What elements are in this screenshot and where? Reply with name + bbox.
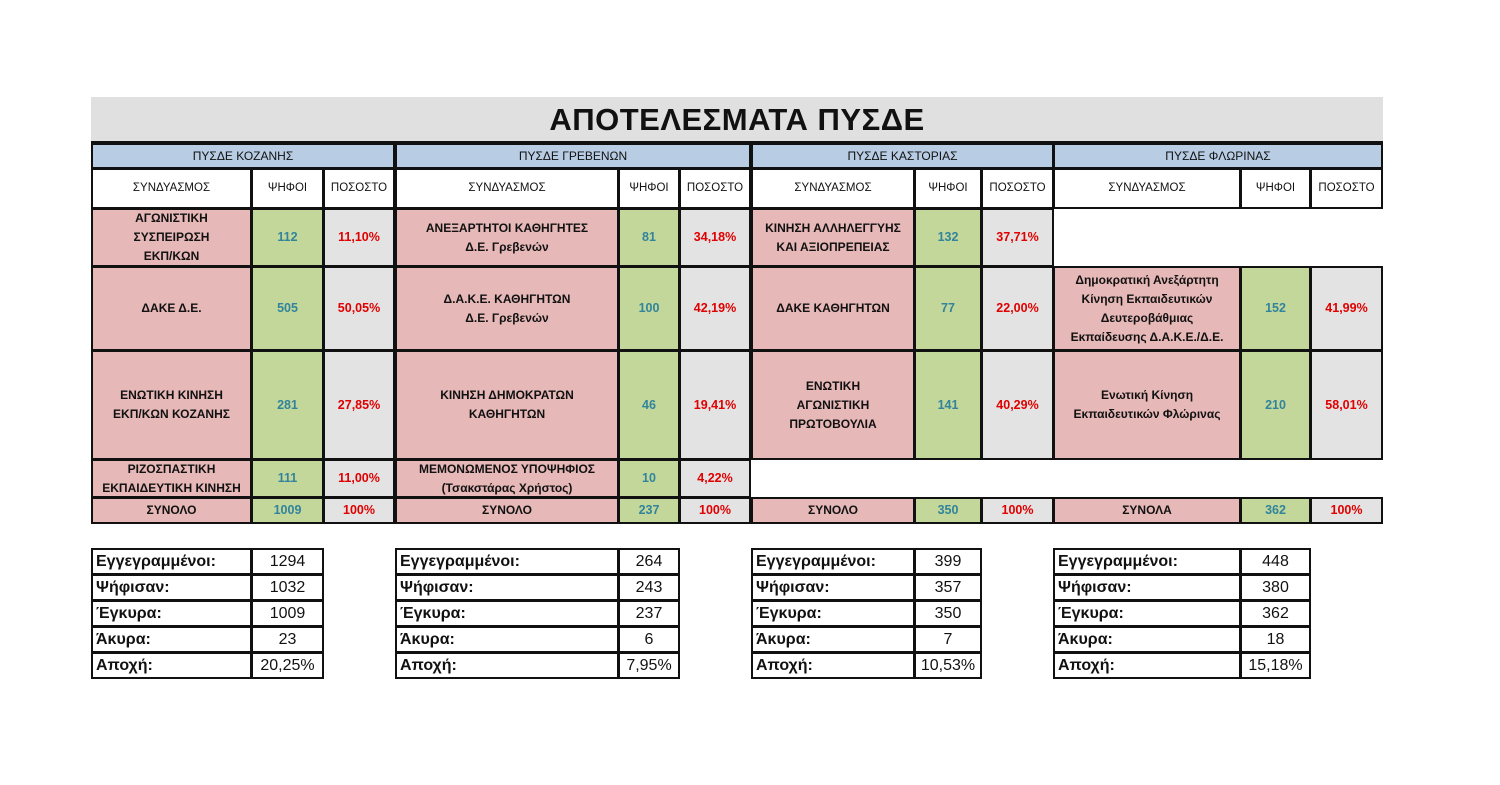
percent-value: 58,01% (1310, 350, 1383, 460)
stat-label-voted: Ψήφισαν: (751, 574, 915, 601)
stat-value-valid: 362 (1240, 600, 1311, 627)
stat-label-valid: Έγκυρα: (751, 600, 915, 627)
percent-value: 27,85% (323, 350, 395, 460)
total-votes: 350 (914, 497, 982, 524)
stat-label-registered: Εγγεγραμμένοι: (1053, 548, 1241, 575)
percent-value: 42,19% (679, 266, 751, 351)
votes-value: 46 (618, 350, 680, 460)
stat-value-valid: 350 (914, 600, 982, 627)
col-header-votes: ΨΗΦΟΙ (251, 168, 324, 209)
stat-value-abstention: 20,25% (251, 652, 324, 679)
stat-value-voted: 1032 (251, 574, 324, 601)
combo-name: ΚΙΝΗΣΗ ΑΛΛΗΛΕΓΓΥΗΣ ΚΑΙ ΑΞΙΟΠΡΕΠΕΙΑΣ (751, 208, 915, 267)
percent-value: 34,18% (679, 208, 751, 267)
stat-label-valid: Έγκυρα: (395, 600, 619, 627)
stat-label-registered: Εγγεγραμμένοι: (751, 548, 915, 575)
total-percent: 100% (679, 497, 751, 524)
col-header-percent: ΠΟΣΟΣΤΟ (981, 168, 1054, 209)
stat-label-registered: Εγγεγραμμένοι: (395, 548, 619, 575)
percent-value: 11,10% (323, 208, 395, 267)
combo-name: Δ.Α.Κ.Ε. ΚΑΘΗΓΗΤΩΝ Δ.Ε. Γρεβενών (395, 266, 619, 351)
total-label: ΣΥΝΟΛΟ (751, 497, 915, 524)
percent-value: 50,05% (323, 266, 395, 351)
total-percent: 100% (323, 497, 395, 524)
combo-name: Ενωτική Κίνηση Εκπαιδευτικών Φλώρινας (1053, 350, 1241, 460)
stat-label-abstention: Αποχή: (91, 652, 252, 679)
stat-label-valid: Έγκυρα: (1053, 600, 1241, 627)
percent-value: 40,29% (981, 350, 1054, 460)
region-header-florina: ΠΥΣΔΕ ΦΛΩΡΙΝΑΣ (1053, 143, 1383, 169)
stat-label-invalid: Άκυρα: (395, 626, 619, 653)
combo-name: ΡΙΖΟΣΠΑΣΤΙΚΗ ΕΚΠΑΙΔΕΥΤΙΚΗ ΚΙΝΗΣΗ (91, 459, 252, 498)
stat-label-invalid: Άκυρα: (91, 626, 252, 653)
stat-value-abstention: 10,53% (914, 652, 982, 679)
total-percent: 100% (981, 497, 1054, 524)
total-votes: 1009 (251, 497, 324, 524)
percent-value: 41,99% (1310, 266, 1383, 351)
stat-label-abstention: Αποχή: (395, 652, 619, 679)
col-header-percent: ΠΟΣΟΣΤΟ (679, 168, 751, 209)
col-header-combo: ΣΥΝΔΥΑΣΜΟΣ (395, 168, 619, 209)
stat-label-abstention: Αποχή: (751, 652, 915, 679)
total-label: ΣΥΝΟΛΟ (91, 497, 252, 524)
combo-name: ΔΑΚΕ Δ.Ε. (91, 266, 252, 351)
col-header-votes: ΨΗΦΟΙ (914, 168, 982, 209)
votes-value: 141 (914, 350, 982, 460)
stat-value-invalid: 7 (914, 626, 982, 653)
votes-value: 81 (618, 208, 680, 267)
col-header-combo: ΣΥΝΔΥΑΣΜΟΣ (751, 168, 915, 209)
votes-value: 505 (251, 266, 324, 351)
combo-name: ΜΕΜΟΝΩΜΕΝΟΣ ΥΠΟΨΗΦΙΟΣ (Τσακστάρας Χρήστος) (395, 459, 619, 498)
votes-value: 111 (251, 459, 324, 498)
percent-value: 4,22% (679, 459, 751, 498)
total-votes: 237 (618, 497, 680, 524)
combo-name: ΕΝΩΤΙΚΗ ΑΓΩΝΙΣΤΙΚΗ ΠΡΩΤΟΒΟΥΛΙΑ (751, 350, 915, 460)
percent-value: 22,00% (981, 266, 1054, 351)
stat-value-voted: 380 (1240, 574, 1311, 601)
col-header-percent: ΠΟΣΟΣΤΟ (1310, 168, 1383, 209)
stat-label-voted: Ψήφισαν: (395, 574, 619, 601)
votes-value: 210 (1240, 350, 1311, 460)
stat-label-abstention: Αποχή: (1053, 652, 1241, 679)
region-header-kozani: ΠΥΣΔΕ ΚΟΖΑΝΗΣ (91, 143, 395, 169)
stat-value-abstention: 15,18% (1240, 652, 1311, 679)
total-votes: 362 (1240, 497, 1311, 524)
stat-value-registered: 264 (618, 548, 680, 575)
col-header-combo: ΣΥΝΔΥΑΣΜΟΣ (1053, 168, 1241, 209)
stat-label-valid: Έγκυρα: (91, 600, 252, 627)
percent-value: 11,00% (323, 459, 395, 498)
stat-value-valid: 237 (618, 600, 680, 627)
percent-value: 37,71% (981, 208, 1054, 267)
votes-value: 112 (251, 208, 324, 267)
combo-name: Δημοκρατική Ανεξάρτητη Κίνηση Εκπαιδευτικών Δευτεροβάθμιας Εκπαίδευσης Δ.Α.Κ.Ε./Δ.Ε. (1053, 266, 1241, 351)
combo-name: ΔΑΚΕ ΚΑΘΗΓΗΤΩΝ (751, 266, 915, 351)
stat-label-voted: Ψήφισαν: (91, 574, 252, 601)
votes-value: 152 (1240, 266, 1311, 351)
stat-value-invalid: 6 (618, 626, 680, 653)
total-label: ΣΥΝΟΛΑ (1053, 497, 1241, 524)
votes-value: 77 (914, 266, 982, 351)
combo-name: ΑΓΩΝΙΣΤΙΚΗ ΣΥΣΠΕΙΡΩΣΗ ΕΚΠ/ΚΩΝ (91, 208, 252, 267)
combo-name: ΑΝΕΞΑΡΤΗΤΟΙ ΚΑΘΗΓΗΤΕΣ Δ.Ε. Γρεβενών (395, 208, 619, 267)
stat-label-invalid: Άκυρα: (1053, 626, 1241, 653)
region-header-kastoria: ΠΥΣΔΕ ΚΑΣΤΟΡΙΑΣ (751, 143, 1054, 169)
col-header-votes: ΨΗΦΟΙ (1240, 168, 1311, 209)
stat-label-invalid: Άκυρα: (751, 626, 915, 653)
votes-value: 100 (618, 266, 680, 351)
stat-value-invalid: 23 (251, 626, 324, 653)
stat-value-voted: 243 (618, 574, 680, 601)
region-header-grevena: ΠΥΣΔΕ ΓΡΕΒΕΝΩΝ (395, 143, 751, 169)
stat-value-registered: 1294 (251, 548, 324, 575)
stat-value-voted: 357 (914, 574, 982, 601)
page-title: ΑΠΟΤΕΛΕΣΜΑΤΑ ΠΥΣΔΕ (91, 97, 1383, 142)
votes-value: 281 (251, 350, 324, 460)
col-header-votes: ΨΗΦΟΙ (618, 168, 680, 209)
combo-name: ΚΙΝΗΣΗ ΔΗΜΟΚΡΑΤΩΝ ΚΑΘΗΓΗΤΩΝ (395, 350, 619, 460)
stat-value-abstention: 7,95% (618, 652, 680, 679)
stat-value-registered: 448 (1240, 548, 1311, 575)
stat-label-registered: Εγγεγραμμένοι: (91, 548, 252, 575)
stat-value-valid: 1009 (251, 600, 324, 627)
stat-label-voted: Ψήφισαν: (1053, 574, 1241, 601)
percent-value: 19,41% (679, 350, 751, 460)
combo-name: ΕΝΩΤΙΚΗ ΚΙΝΗΣΗ ΕΚΠ/ΚΩΝ ΚΟΖΑΝΗΣ (91, 350, 252, 460)
total-label: ΣΥΝΟΛΟ (395, 497, 619, 524)
total-percent: 100% (1310, 497, 1383, 524)
votes-value: 132 (914, 208, 982, 267)
votes-value: 10 (618, 459, 680, 498)
stat-value-registered: 399 (914, 548, 982, 575)
col-header-combo: ΣΥΝΔΥΑΣΜΟΣ (91, 168, 252, 209)
stat-value-invalid: 18 (1240, 626, 1311, 653)
col-header-percent: ΠΟΣΟΣΤΟ (323, 168, 395, 209)
